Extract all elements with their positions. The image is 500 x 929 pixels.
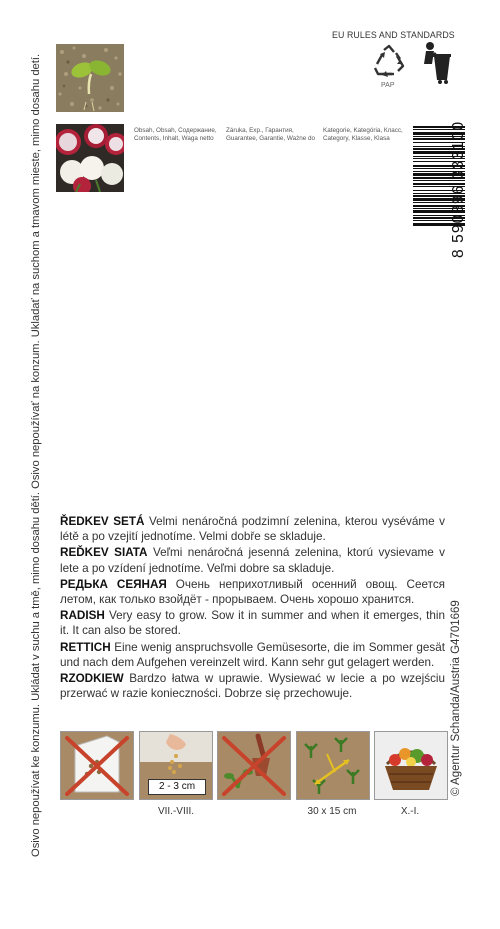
recycle-icon [372, 44, 406, 78]
description-de [60, 640, 445, 670]
variety-text: Veľmi nenáročná jesenná zelenina, ktorú vysievame v lete a po vzídení jednotíme. Veľmi dobre sa skladuje. [60, 546, 445, 575]
sowing-depth-icon [139, 731, 213, 800]
warranty-label [226, 127, 315, 143]
plant-spacing-icon [296, 731, 370, 800]
variety-name: РЕДЬКА СЕЯНАЯ [60, 577, 167, 591]
variety-name: RADISH [60, 609, 105, 623]
warranty-label-line: Guarantee, Garantie, Ważne do [226, 135, 316, 142]
contents-label-line: Obsah, Obsah, Содержание, [134, 127, 217, 134]
contents-label-line: Contents, Inhalt, Waga netto [134, 135, 214, 142]
sprout-photo [56, 44, 124, 112]
variety-text: Очень неприхотливый осенний овощ. Сеется летом, как только взойдёт - прорываем. Очень хорошо хранится. [60, 577, 445, 607]
barcode-number: 8 590396 333100 [450, 120, 467, 258]
variety-text: Very easy to grow. Sow it in summer and when it emerges, thin it. It can also be stored. [60, 609, 446, 638]
category-label-line: Kategorie, Kategória, Класс, [323, 127, 403, 134]
variety-name: RETTICH [60, 640, 111, 654]
sowing-months: VII.-VIII. [157, 806, 195, 817]
category-label [323, 127, 403, 143]
variety-text: Eine wenig anspruchsvolle Gemüsesorte, die im Sommer gesät und nach dem Aufgehen vereinzelt wird. Kann sehr gut gelagert werden. [60, 640, 445, 669]
storage-warning-text: Osivo nepoužívat ke konzumu. Ukládat v suchu a tmě, mimo dosahu dětí. Osivo nepoužívať na konzum. Ukladať na suchom a tmavom mieste, mimo dosahu detí. [30, 53, 42, 857]
no-greenhouse-icon [60, 731, 134, 800]
description-cz [60, 514, 445, 544]
description-pl [60, 671, 445, 701]
copyright-text: © Agentur Schanda/Austria G4701669 [450, 600, 462, 796]
variety-name: REĎKEV SIATA [60, 546, 148, 560]
variety-text: Velmi nenáročná podzimní zelenina, kterou vyséváme v létě a po vzejití jednotíme. Velmi dobře se skladuje. [60, 515, 445, 544]
description-block [60, 514, 445, 702]
trash-bin-icon [414, 40, 454, 84]
instruction-icons [0, 731, 500, 821]
sowing-depth-label: 2 - 3 cm [148, 779, 206, 795]
description-en [60, 608, 445, 638]
variety-name: ŘEDKEV SETÁ [60, 515, 145, 528]
warranty-label-line: Záruka, Exp., Гарантия, [226, 127, 294, 134]
plant-spacing: 30 x 15 cm [307, 806, 357, 817]
variety-name: RZODKIEW [60, 672, 124, 686]
harvest-months: X.-I. [400, 806, 420, 817]
harvest-basket-icon [374, 731, 448, 800]
radish-photo [56, 124, 124, 192]
contents-label [134, 127, 217, 143]
eu-rules-title: EU RULES AND STANDARDS [332, 30, 455, 40]
category-label-line: Category, Klasse, Klasa [323, 135, 390, 142]
description-sk [60, 545, 445, 575]
no-transplant-icon [217, 731, 291, 800]
variety-text: Bardzo łatwa w uprawie. Wysiewać w lecie a po wzejściu przerwać w razie konieczności. Dobrze się przechowuje. [60, 672, 446, 701]
description-ru [60, 577, 445, 607]
pap-label: PAP [381, 82, 395, 89]
